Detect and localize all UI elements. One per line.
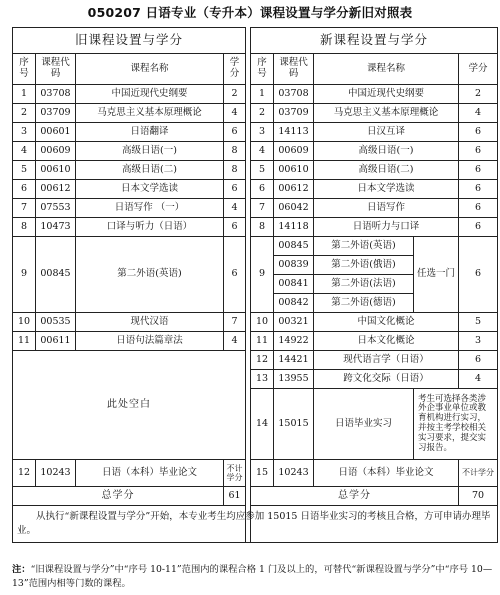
code-cell: 00611	[36, 332, 76, 351]
code-cell: 14421	[274, 351, 314, 370]
course-name-cell: 第二外语(俄语)	[314, 256, 414, 275]
credit-cell: 4	[224, 104, 246, 123]
credit-cell: 6	[224, 237, 246, 313]
table-row	[13, 104, 498, 123]
code-cell: 00845	[36, 237, 76, 313]
course-name-cell: 中国近现代史纲要	[314, 85, 459, 104]
credit-cell: 6	[459, 218, 498, 237]
note-text: “旧课程设置与学分”中“序号 10-11”范围内的课程合格 1 门及以上的，可替代“新课程设置与学分”中“序号 10—13”范围内相等门数的课程。	[12, 564, 493, 589]
code-cell: 00610	[274, 161, 314, 180]
statement-cell: 从执行“新课程设置与学分”开始，本专业考生均应参加 15015 日语毕业实习的考核且合格，方可申请办理毕业。	[13, 506, 498, 543]
code-cell: 00609	[274, 142, 314, 161]
credit-cell: 4	[224, 332, 246, 351]
code-cell: 03708	[274, 85, 314, 104]
code-cell: 00601	[36, 123, 76, 142]
course-name-cell: 口译与听力（日语）	[76, 218, 224, 237]
seq-cell: 7	[13, 199, 36, 218]
col-credit-new: 学分	[459, 54, 498, 85]
table-row	[13, 161, 498, 180]
seq-cell: 8	[13, 218, 36, 237]
credit-cell: 6	[459, 351, 498, 370]
course-name-cell: 日本文化概论	[314, 332, 459, 351]
seq-cell: 1	[13, 85, 36, 104]
code-cell: 10243	[36, 460, 76, 487]
seq-cell: 10	[13, 313, 36, 332]
seq-cell: 4	[13, 142, 36, 161]
credit-cell: 5	[459, 313, 498, 332]
credit-cell: 6	[459, 123, 498, 142]
credit-cell: 2	[459, 85, 498, 104]
table-row	[13, 237, 498, 256]
total-row	[13, 487, 498, 506]
table-row	[13, 313, 498, 332]
seq-cell: 11	[13, 332, 36, 351]
total-label: 总学分	[251, 487, 459, 506]
col-code-new: 课程代码	[274, 54, 314, 85]
code-cell: 14113	[274, 123, 314, 142]
course-name-cell: 马克思主义基本原理概论	[314, 104, 459, 123]
credit-cell: 2	[224, 85, 246, 104]
course-name-cell: 高级日语(二)	[76, 161, 224, 180]
code-cell: 10473	[36, 218, 76, 237]
code-cell: 00841	[274, 275, 314, 294]
code-cell: 03709	[274, 104, 314, 123]
course-name-cell: 日语句法篇章法	[76, 332, 224, 351]
seq-cell: 9	[251, 237, 274, 313]
credit-cell: 4	[224, 199, 246, 218]
seq-cell: 9	[13, 237, 36, 313]
table-row	[13, 351, 498, 370]
credit-cell: 6	[459, 142, 498, 161]
credit-cell: 6	[459, 237, 498, 313]
course-name-cell: 日语写作	[314, 199, 459, 218]
credit-cell: 6	[224, 180, 246, 199]
seq-cell: 12	[251, 351, 274, 370]
credit-cell: 7	[224, 313, 246, 332]
seq-cell: 15	[251, 460, 274, 487]
credit-cell: 8	[224, 142, 246, 161]
course-name-cell: 第二外语(英语)	[76, 237, 224, 313]
seq-cell: 6	[251, 180, 274, 199]
credit-cell: 6	[459, 161, 498, 180]
code-cell: 07553	[36, 199, 76, 218]
col-credit-old: 学分	[224, 54, 246, 85]
seq-cell: 3	[13, 123, 36, 142]
seq-cell: 11	[251, 332, 274, 351]
page-title: 050207 日语专业（专升本）课程设置与学分新旧对照表	[87, 5, 413, 20]
code-cell: 00321	[274, 313, 314, 332]
code-cell: 14922	[274, 332, 314, 351]
course-name-cell: 高级日语(一)	[314, 142, 459, 161]
code-cell: 00612	[274, 180, 314, 199]
footnote	[12, 563, 497, 591]
col-name-new: 课程名称	[314, 54, 459, 85]
credit-cell: 4	[459, 104, 498, 123]
course-name-cell: 日语听力与口译	[314, 218, 459, 237]
code-cell: 03709	[36, 104, 76, 123]
course-name-cell: 现代语言学（日语）	[314, 351, 459, 370]
seq-cell: 5	[251, 161, 274, 180]
code-cell: 00535	[36, 313, 76, 332]
code-cell: 14118	[274, 218, 314, 237]
table-row	[13, 199, 498, 218]
code-cell: 00610	[36, 161, 76, 180]
credit-cell: 4	[459, 370, 498, 389]
code-cell: 10243	[274, 460, 314, 487]
course-name-cell: 日汉互译	[314, 123, 459, 142]
course-name-cell: 高级日语(一)	[76, 142, 224, 161]
seq-cell: 5	[13, 161, 36, 180]
course-name-cell: 日语（本科）毕业论文	[314, 460, 459, 487]
course-name-cell: 第二外语(法语)	[314, 275, 414, 294]
seq-cell: 2	[13, 104, 36, 123]
total-new-credits: 70	[459, 487, 498, 506]
old-section-header: 旧课程设置与学分	[13, 28, 246, 54]
col-seq-old: 序号	[13, 54, 36, 85]
credit-cell: 6	[459, 180, 498, 199]
col-seq-new: 序号	[251, 54, 274, 85]
seq-cell: 3	[251, 123, 274, 142]
code-cell: 00839	[274, 256, 314, 275]
code-cell: 00842	[274, 294, 314, 313]
code-cell: 06042	[274, 199, 314, 218]
table-row	[13, 332, 498, 351]
table-row	[13, 218, 498, 237]
credit-cell: 6	[459, 199, 498, 218]
seq-cell: 2	[251, 104, 274, 123]
credit-cell: 6	[224, 123, 246, 142]
credit-cell: 不计学分	[459, 460, 498, 487]
table-row	[13, 123, 498, 142]
code-cell: 00845	[274, 237, 314, 256]
course-name-cell: 马克思主义基本原理概论	[76, 104, 224, 123]
seq-cell: 13	[251, 370, 274, 389]
seq-cell: 14	[251, 389, 274, 460]
internship-note: 考生可选择各类涉外企事业单位或教育机构进行实习，并按主考学校相关实习要求，提交实习报告。	[414, 389, 498, 460]
course-name-cell: 现代汉语	[76, 313, 224, 332]
credit-cell: 不计学分	[224, 460, 246, 487]
credit-cell: 8	[224, 161, 246, 180]
course-name-cell: 日语毕业实习	[314, 389, 414, 460]
course-name-cell: 日本文学选读	[314, 180, 459, 199]
new-section-header: 新课程设置与学分	[251, 28, 498, 54]
course-name-cell: 第二外语(德语)	[314, 294, 414, 313]
seq-cell: 1	[251, 85, 274, 104]
course-name-cell: 跨文化交际（日语）	[314, 370, 459, 389]
seq-cell: 8	[251, 218, 274, 237]
table-row	[13, 180, 498, 199]
course-comparison-table	[12, 27, 498, 543]
course-name-cell: 中国近现代史纲要	[76, 85, 224, 104]
seq-cell: 7	[251, 199, 274, 218]
seq-cell: 4	[251, 142, 274, 161]
course-name-cell: 中国文化概论	[314, 313, 459, 332]
col-name-old: 课程名称	[76, 54, 224, 85]
table-row	[13, 142, 498, 161]
seq-cell: 12	[13, 460, 36, 487]
course-name-cell: 第二外语(英语)	[314, 237, 414, 256]
credit-cell: 3	[459, 332, 498, 351]
total-old-credits: 61	[224, 487, 246, 506]
total-label: 总学分	[13, 487, 224, 506]
elective-note: 任选一门	[414, 237, 459, 313]
col-code-old: 课程代码	[36, 54, 76, 85]
seq-cell: 10	[251, 313, 274, 332]
code-cell: 00612	[36, 180, 76, 199]
note-label: 注：	[12, 564, 31, 575]
table-row	[13, 460, 498, 487]
blank-area: 此处空白	[13, 351, 246, 460]
code-cell: 15015	[274, 389, 314, 460]
code-cell: 00609	[36, 142, 76, 161]
course-name-cell: 高级日语(二)	[314, 161, 459, 180]
course-name-cell: 日语写作 （一）	[76, 199, 224, 218]
code-cell: 13955	[274, 370, 314, 389]
table-row	[13, 85, 498, 104]
course-name-cell: 日本文学选读	[76, 180, 224, 199]
credit-cell: 6	[224, 218, 246, 237]
course-name-cell: 日语（本科）毕业论文	[76, 460, 224, 487]
course-name-cell: 日语翻译	[76, 123, 224, 142]
code-cell: 03708	[36, 85, 76, 104]
seq-cell: 6	[13, 180, 36, 199]
